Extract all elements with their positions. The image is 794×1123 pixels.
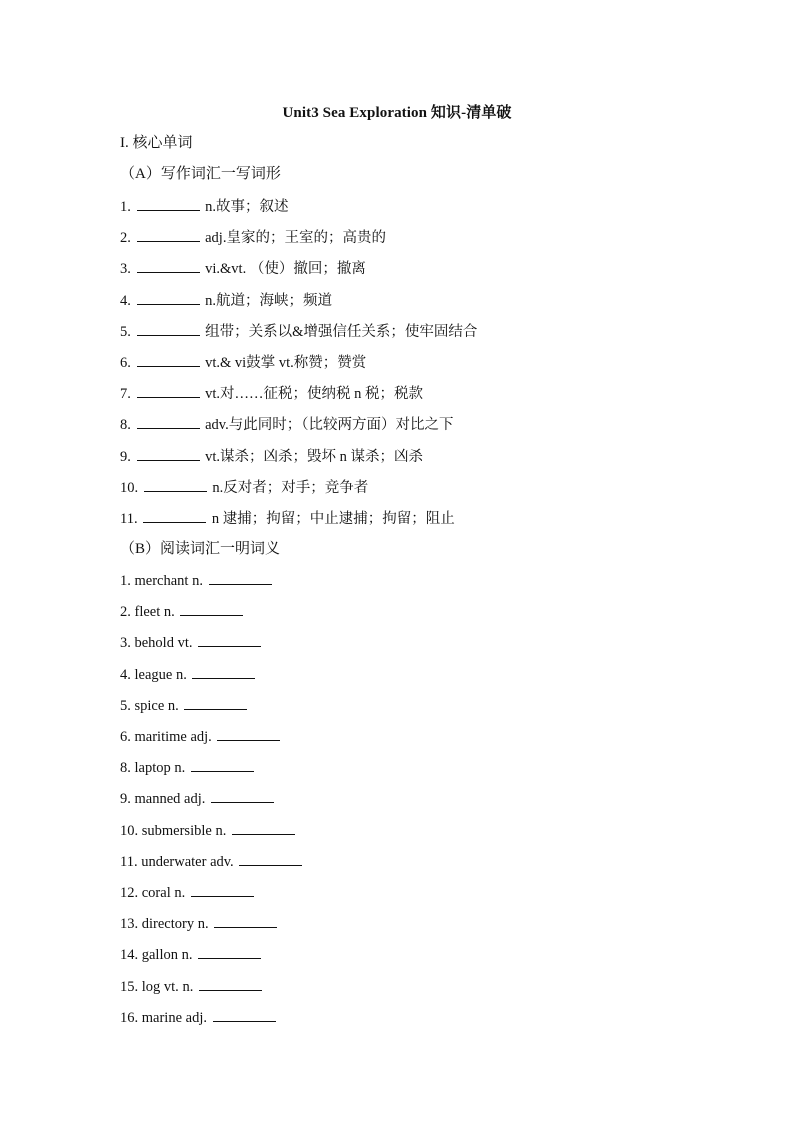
item-word: log vt. <box>141 978 179 995</box>
item-part-of-speech: n. <box>174 885 186 901</box>
item-number: 2. <box>120 604 131 621</box>
part-b-item <box>120 788 276 809</box>
item-number: 6. <box>120 729 131 745</box>
item-number: 9. <box>120 791 131 808</box>
item-number: 5. <box>120 697 131 714</box>
part-b-item <box>120 757 256 778</box>
item-number: 11. <box>120 511 138 527</box>
part-a-item <box>120 446 423 467</box>
part-a-item <box>120 227 386 248</box>
item-number: 10. <box>120 822 139 839</box>
answer-blank[interactable] <box>137 227 200 242</box>
item-number: 14. <box>120 947 139 964</box>
item-number: 5. <box>120 323 131 340</box>
item-word: marine <box>141 1009 183 1026</box>
item-word: underwater <box>141 853 207 870</box>
item-word: maritime <box>134 729 187 745</box>
item-number: 7. <box>120 386 131 403</box>
part-a-item <box>120 352 366 373</box>
answer-blank[interactable] <box>137 196 200 211</box>
part-a-item <box>120 321 477 342</box>
item-part-of-speech: n. <box>174 760 186 777</box>
item-word: league <box>134 666 173 683</box>
part-b-item <box>120 1007 278 1028</box>
item-part-of-speech: n. <box>192 573 203 589</box>
answer-blank[interactable] <box>137 321 200 336</box>
item-definition: vi.&vt. （使）撤回；撤离 <box>205 261 366 278</box>
item-word: coral <box>141 885 171 901</box>
part-b-item <box>120 601 245 622</box>
item-number: 8. <box>120 760 131 777</box>
part-a-item <box>120 290 332 311</box>
answer-blank[interactable] <box>184 695 247 710</box>
item-word: fleet <box>134 604 161 621</box>
part-b-item <box>120 664 257 685</box>
item-number: 4. <box>120 292 131 309</box>
part-b-item <box>120 632 263 653</box>
item-part-of-speech: n. <box>163 604 175 621</box>
item-word: behold <box>134 635 174 652</box>
item-part-of-speech: adv. <box>210 853 234 870</box>
item-word: manned <box>134 791 181 808</box>
item-word: gallon <box>141 947 178 964</box>
answer-blank[interactable] <box>137 414 200 429</box>
item-number: 1. <box>120 199 131 215</box>
part-a-item <box>120 477 368 498</box>
item-part-of-speech: vt. <box>177 635 193 652</box>
item-part-of-speech: n. <box>197 916 209 933</box>
item-word: spice <box>134 697 165 714</box>
answer-blank[interactable] <box>211 788 274 803</box>
item-definition: vt.对……征税；使纳税 n 税；税款 <box>205 386 424 403</box>
part-a-item <box>120 414 454 435</box>
item-number: 12. <box>120 885 139 901</box>
item-word: merchant <box>134 573 189 589</box>
part-b-item <box>120 976 264 997</box>
part-a-item <box>120 383 423 404</box>
item-number: 3. <box>120 261 131 278</box>
item-number: 4. <box>120 666 131 683</box>
answer-blank[interactable] <box>213 1007 276 1022</box>
item-definition: adv.与此同时；（比较两方面）对比之下 <box>205 417 454 434</box>
page-title: Unit3 Sea Exploration 知识-清单破 <box>282 105 512 121</box>
answer-blank[interactable] <box>199 976 262 991</box>
part-b-item <box>120 820 297 841</box>
item-number: 8. <box>120 417 131 434</box>
part-b-item <box>120 851 304 872</box>
answer-blank[interactable] <box>137 258 200 273</box>
answer-blank[interactable] <box>232 820 295 835</box>
item-part-of-speech: n. <box>175 666 187 683</box>
item-part-of-speech: adj. <box>184 791 206 808</box>
answer-blank[interactable] <box>180 601 243 616</box>
answer-blank[interactable] <box>198 944 261 959</box>
item-definition: n.航道；海峡；频道 <box>205 292 332 309</box>
item-number: 15. <box>120 978 139 995</box>
part-a-item <box>120 508 455 529</box>
answer-blank[interactable] <box>239 851 302 866</box>
answer-blank[interactable] <box>191 882 254 897</box>
item-word: directory <box>141 916 195 933</box>
part-b-item <box>120 726 282 747</box>
answer-blank[interactable] <box>137 290 200 305</box>
item-definition: n 逮捕；拘留；中止逮捕；拘留；阻止 <box>211 511 455 527</box>
answer-blank[interactable] <box>209 570 272 585</box>
item-number: 9. <box>120 448 131 465</box>
item-word: laptop <box>134 760 171 777</box>
item-part-of-speech: adj. <box>190 729 212 745</box>
part-a-item <box>120 196 289 217</box>
item-number: 1. <box>120 573 131 589</box>
part-b-item <box>120 913 279 934</box>
answer-blank[interactable] <box>214 913 277 928</box>
item-number: 2. <box>120 230 131 247</box>
item-number: 10. <box>120 479 139 496</box>
item-definition: n.反对者；对手；竞争者 <box>212 479 369 496</box>
section-heading-core-words: I. 核心单词 <box>120 135 193 151</box>
item-number: 3. <box>120 635 131 652</box>
answer-blank[interactable] <box>144 477 207 492</box>
item-definition: vt.& vi鼓掌 vt.称赞；赞赏 <box>205 355 367 371</box>
answer-blank[interactable] <box>137 383 200 398</box>
answer-blank[interactable] <box>217 726 280 741</box>
answer-blank[interactable] <box>191 757 254 772</box>
item-part-of-speech: n. <box>215 822 227 839</box>
item-definition: 组带；关系以&增强信任关系；使牢固结合 <box>205 323 478 340</box>
answer-blank[interactable] <box>137 352 200 367</box>
part-b-item <box>120 695 249 716</box>
part-a-heading: （A）写作词汇一写词形 <box>120 166 281 182</box>
item-definition: adj.皇家的；王室的；高贵的 <box>205 230 386 247</box>
part-b-heading: （B）阅读词汇一明词义 <box>120 541 281 557</box>
item-definition: vt.谋杀；凶杀；毁坏 n 谋杀；凶杀 <box>205 448 424 465</box>
item-number: 6. <box>120 355 131 371</box>
part-b-item <box>120 570 274 591</box>
item-definition: n.故事；叙述 <box>205 199 289 215</box>
answer-blank[interactable] <box>137 446 200 461</box>
answer-blank[interactable] <box>192 664 255 679</box>
part-a-item <box>120 258 366 279</box>
item-part-of-speech: adj. <box>185 1009 207 1026</box>
item-part-of-speech: n. <box>181 947 193 964</box>
item-number: 13. <box>120 916 139 933</box>
answer-blank[interactable] <box>143 508 206 523</box>
item-number: 11. <box>120 853 138 870</box>
part-b-item <box>120 882 256 903</box>
item-part-of-speech: n. <box>182 978 194 995</box>
item-number: 16. <box>120 1009 139 1026</box>
item-part-of-speech: n. <box>167 697 179 714</box>
item-word: submersible <box>141 822 212 839</box>
part-b-item <box>120 944 263 965</box>
answer-blank[interactable] <box>198 632 261 647</box>
